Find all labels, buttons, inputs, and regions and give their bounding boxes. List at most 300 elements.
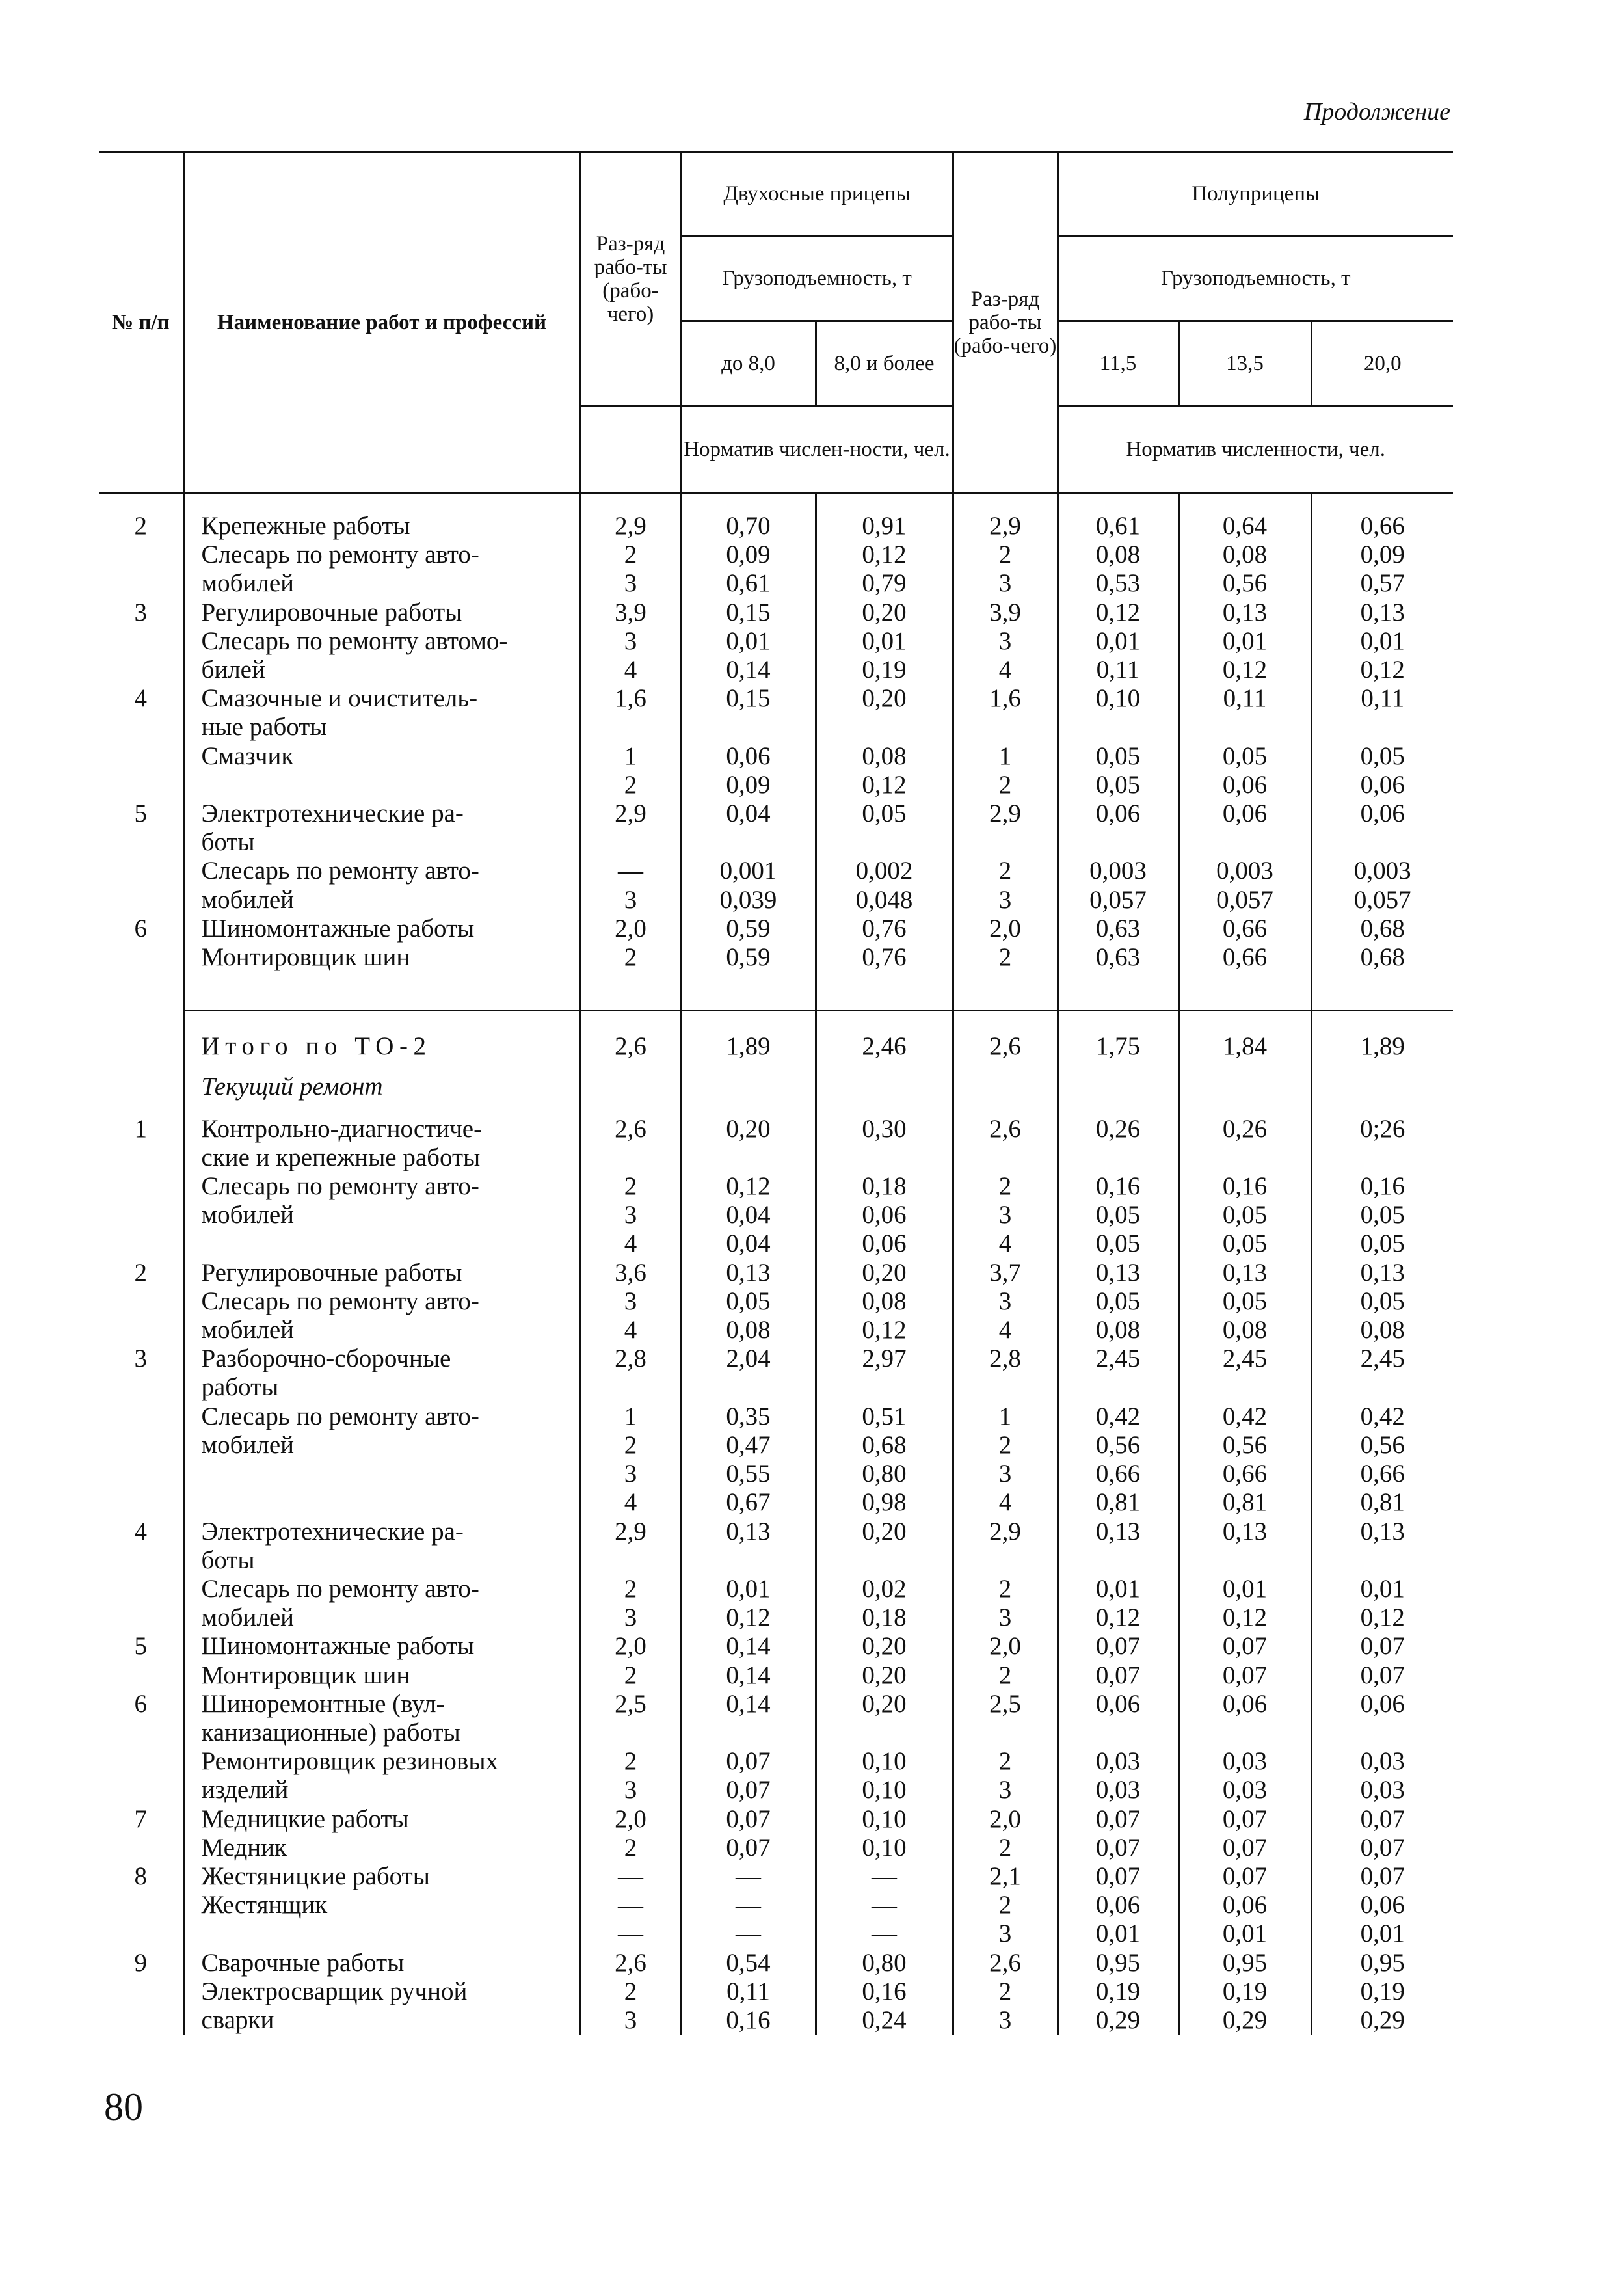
table-row xyxy=(99,1488,1453,1517)
cell-e: 0,01 xyxy=(1360,626,1405,655)
header-grade-left-bottom xyxy=(580,407,681,493)
row-name: Слесарь по ремонту авто- xyxy=(183,541,580,569)
gap-cell xyxy=(953,1011,1058,1025)
cell-b: 0,06 xyxy=(816,1201,953,1229)
cell-e: 0,05 xyxy=(1360,1201,1405,1229)
row-number xyxy=(99,857,183,885)
cell-a: 0,67 xyxy=(681,1488,816,1517)
cell-e: 0,29 xyxy=(1360,2005,1405,2034)
row-name: Шиноремонтные (вул- xyxy=(183,1690,580,1719)
cell-g2: 3 xyxy=(953,1287,1058,1316)
row-name: Шиномонтажные работы xyxy=(183,915,580,943)
header-cap-11-5: 11,5 xyxy=(1058,321,1178,407)
cell-e: 0,07 xyxy=(1360,1632,1405,1661)
cell-b: 0,20 xyxy=(816,1259,953,1287)
cell-g2: 3 xyxy=(953,1460,1058,1488)
row-number xyxy=(99,828,183,857)
cell-g1: — xyxy=(580,1920,681,1948)
cell-g1: 3,9 xyxy=(580,598,681,627)
cell-e xyxy=(1311,713,1453,742)
cell-g2: 3 xyxy=(953,1776,1058,1804)
table-row xyxy=(99,656,1453,684)
table-row xyxy=(99,1144,1453,1172)
table-row xyxy=(99,1949,1453,1977)
table-row xyxy=(99,1575,1453,1603)
cell-b: 0,12 xyxy=(816,541,953,569)
cell-c: 0,26 xyxy=(1058,1115,1178,1144)
row-number: 2 xyxy=(99,493,183,541)
cell-b: 2,97 xyxy=(816,1345,953,1373)
cell-d: 0,07 xyxy=(1178,1805,1311,1834)
cell-a: 0,04 xyxy=(681,1229,816,1258)
row-name: Разборочно-сборочные xyxy=(183,1345,580,1373)
sec-cell xyxy=(953,1061,1058,1114)
cell-a: — xyxy=(681,1862,816,1891)
cell-g1 xyxy=(580,713,681,742)
table-row xyxy=(99,1805,1453,1834)
row-number xyxy=(99,1024,183,1061)
cell-b: — xyxy=(816,1891,953,1920)
cell-e: 1,89 xyxy=(1360,1032,1405,1061)
row-name: Слесарь по ремонту автомо- xyxy=(183,627,580,656)
cell-c xyxy=(1058,1719,1178,1747)
cell-g2 xyxy=(953,1144,1058,1172)
row-name: Монтировщик шин xyxy=(183,943,580,972)
cell-c: 0,05 xyxy=(1058,771,1178,799)
row-name: работы xyxy=(183,1373,580,1402)
sep-cell xyxy=(1058,972,1178,1011)
cell-g1: 3 xyxy=(580,1603,681,1632)
cell-e: 0,81 xyxy=(1360,1488,1405,1517)
cell-d: 0,66 xyxy=(1178,943,1311,972)
row-name: мобилей xyxy=(183,1603,580,1632)
cell-b: 0,01 xyxy=(816,627,953,656)
cell-a: — xyxy=(681,1891,816,1920)
table-row xyxy=(99,1229,1453,1258)
cell-c: 0,16 xyxy=(1058,1172,1178,1201)
cell-c: 2,45 xyxy=(1058,1345,1178,1373)
row-number xyxy=(99,771,183,799)
row-number xyxy=(99,713,183,742)
cell-d: 0,06 xyxy=(1178,1891,1311,1920)
cell-g1: 1,6 xyxy=(580,684,681,713)
cell-g2 xyxy=(953,1546,1058,1575)
cell-c: 0,61 xyxy=(1058,493,1178,541)
cell-c: 0,01 xyxy=(1058,1920,1178,1948)
cell-e: 0,19 xyxy=(1360,1977,1405,2005)
row-name: Итого по ТО-2 xyxy=(183,1024,580,1061)
table-row xyxy=(99,1862,1453,1891)
table-row xyxy=(99,1690,1453,1719)
table-body xyxy=(99,493,1453,2035)
cell-g2: 2 xyxy=(953,1747,1058,1776)
cell-g2: 2 xyxy=(953,1431,1058,1460)
cell-a xyxy=(681,1373,816,1402)
cell-e: 0,13 xyxy=(1360,598,1405,626)
cell-e: 0,68 xyxy=(1360,943,1405,972)
cell-a: 0,13 xyxy=(681,1518,816,1546)
cell-g2: 2 xyxy=(953,1575,1058,1603)
cell-e: 0,07 xyxy=(1360,1862,1405,1890)
row-number xyxy=(99,1776,183,1804)
sec-cell xyxy=(580,1061,681,1114)
row-number xyxy=(99,1316,183,1345)
cell-g1: 3 xyxy=(580,569,681,598)
cell-d: 0,13 xyxy=(1178,1518,1311,1546)
cell-b: 0,24 xyxy=(816,2006,953,2035)
cell-a: 0,59 xyxy=(681,915,816,943)
cell-g1: 2 xyxy=(580,1661,681,1690)
cell-d: 0,07 xyxy=(1178,1862,1311,1891)
cell-d: 0,56 xyxy=(1178,569,1311,598)
table-row xyxy=(99,1316,1453,1345)
cell-c: 0,12 xyxy=(1058,1603,1178,1632)
cell-e: 0,13 xyxy=(1360,1517,1405,1546)
cell-g1: 1 xyxy=(580,742,681,771)
row-number: 6 xyxy=(99,1690,183,1719)
cell-a: 1,89 xyxy=(681,1024,816,1061)
row-name xyxy=(183,771,580,799)
cell-e: 0,68 xyxy=(1360,914,1405,943)
cell-e xyxy=(1311,1719,1453,1747)
cell-d: 0,05 xyxy=(1178,742,1311,771)
cell-a: 0,08 xyxy=(681,1316,816,1345)
cell-a: 0,12 xyxy=(681,1603,816,1632)
table-row xyxy=(99,1776,1453,1804)
cell-g1: 2 xyxy=(580,1431,681,1460)
row-number: 8 xyxy=(99,1862,183,1891)
cell-g2: 3 xyxy=(953,1201,1058,1229)
table-row xyxy=(99,541,1453,569)
cell-g2: 3 xyxy=(953,627,1058,656)
cell-g1: 4 xyxy=(580,1488,681,1517)
cell-b: 0,18 xyxy=(816,1172,953,1201)
cell-b xyxy=(816,713,953,742)
cell-b: 0,002 xyxy=(816,857,953,885)
total-row xyxy=(99,1024,1453,1061)
header-norm-left: Норматив числен-ности, чел. xyxy=(681,407,953,493)
row-number xyxy=(99,656,183,684)
row-name: Жестяницкие работы xyxy=(183,1862,580,1891)
cell-a: — xyxy=(681,1920,816,1948)
cell-d: 0,11 xyxy=(1178,684,1311,713)
cell-d: 0,42 xyxy=(1178,1402,1311,1431)
cell-g2: 4 xyxy=(953,1316,1058,1345)
cell-g1: 3 xyxy=(580,1460,681,1488)
section-heading-row xyxy=(99,1061,1453,1114)
cell-g1: 2,9 xyxy=(580,1518,681,1546)
cell-d: 0,07 xyxy=(1178,1632,1311,1661)
cell-a: 0,06 xyxy=(681,742,816,771)
row-number xyxy=(99,1546,183,1575)
cell-g2: 2,9 xyxy=(953,799,1058,828)
cell-e: 0,06 xyxy=(1360,770,1405,799)
row-name: Слесарь по ремонту авто- xyxy=(183,1402,580,1431)
row-name: ские и крепежные работы xyxy=(183,1144,580,1172)
cell-c: 0,10 xyxy=(1058,684,1178,713)
cell-a: 0,001 xyxy=(681,857,816,885)
row-number xyxy=(99,1144,183,1172)
table-row xyxy=(99,1201,1453,1229)
row-name: Слесарь по ремонту авто- xyxy=(183,857,580,885)
cell-d: 0,08 xyxy=(1178,1316,1311,1345)
cell-b: 0,80 xyxy=(816,1460,953,1488)
gap-cell xyxy=(183,1011,580,1025)
cell-e: 0,03 xyxy=(1360,1747,1405,1776)
cell-d: 0,01 xyxy=(1178,627,1311,656)
row-name: Ремонтировщик резиновых xyxy=(183,1747,580,1776)
cell-d: 0,12 xyxy=(1178,1603,1311,1632)
cell-g1 xyxy=(580,1719,681,1747)
row-name xyxy=(183,1920,580,1948)
cell-d: 0,057 xyxy=(1178,886,1311,915)
cell-b: 0,02 xyxy=(816,1575,953,1603)
cell-g2: 2 xyxy=(953,1891,1058,1920)
table-row xyxy=(99,886,1453,915)
sep-cell xyxy=(1311,972,1453,1011)
row-number: 9 xyxy=(99,1949,183,1977)
row-number xyxy=(99,943,183,972)
table-row xyxy=(99,684,1453,713)
header-two-axle-trailers: Двухосные прицепы xyxy=(681,152,953,236)
row-name: сварки xyxy=(183,2006,580,2035)
cell-d: 0,66 xyxy=(1178,1460,1311,1488)
cell-b: — xyxy=(816,1920,953,1948)
row-name: Медницкие работы xyxy=(183,1805,580,1834)
table-row xyxy=(99,1431,1453,1460)
header-no: № п/п xyxy=(99,152,183,493)
cell-e xyxy=(1311,1546,1453,1575)
cell-e: 0,07 xyxy=(1360,1661,1405,1689)
table-row xyxy=(99,799,1453,828)
header-name: Наименование работ и профессий xyxy=(183,152,580,493)
cell-g2: 2,6 xyxy=(953,1024,1058,1061)
cell-a: 0,039 xyxy=(681,886,816,915)
cell-g2: 3,9 xyxy=(953,598,1058,627)
table-row xyxy=(99,598,1453,627)
table-row xyxy=(99,1546,1453,1575)
row-name: мобилей xyxy=(183,886,580,915)
cell-b xyxy=(816,1373,953,1402)
table-row xyxy=(99,828,1453,857)
cell-b: 0,20 xyxy=(816,1518,953,1546)
cell-g1: 2,0 xyxy=(580,1805,681,1834)
table-row xyxy=(99,1518,1453,1546)
cell-e: 0,05 xyxy=(1360,1287,1405,1315)
cell-b: 0,08 xyxy=(816,742,953,771)
table-row xyxy=(99,1373,1453,1402)
table-row xyxy=(99,1287,1453,1316)
cell-d: 0,19 xyxy=(1178,1977,1311,2006)
cell-g2: 2,9 xyxy=(953,493,1058,541)
row-name: ные работы xyxy=(183,713,580,742)
cell-c: 0,63 xyxy=(1058,915,1178,943)
row-name: Медник xyxy=(183,1834,580,1862)
row-name: Смазчик xyxy=(183,742,580,771)
cell-c: 0,05 xyxy=(1058,1287,1178,1316)
cell-g1: 2,8 xyxy=(580,1345,681,1373)
page-number: 80 xyxy=(104,2085,143,2128)
cell-d xyxy=(1178,713,1311,742)
cell-b: 0,06 xyxy=(816,1229,953,1258)
row-number: 3 xyxy=(99,598,183,627)
cell-a: 0,15 xyxy=(681,598,816,627)
sec-cell xyxy=(681,1061,816,1114)
cell-a: 0,15 xyxy=(681,684,816,713)
row-number xyxy=(99,1834,183,1862)
cell-g2: 2,0 xyxy=(953,915,1058,943)
cell-a: 0,14 xyxy=(681,1661,816,1690)
row-number xyxy=(99,1172,183,1201)
cell-a xyxy=(681,828,816,857)
header-norm-right: Норматив численности, чел. xyxy=(1058,407,1453,493)
cell-b xyxy=(816,1546,953,1575)
cell-c: 0,07 xyxy=(1058,1834,1178,1862)
cell-a: 0,01 xyxy=(681,1575,816,1603)
cell-d: 0,05 xyxy=(1178,1229,1311,1258)
cell-g2 xyxy=(953,713,1058,742)
cell-a: 0,14 xyxy=(681,1632,816,1661)
cell-g2: 1 xyxy=(953,1402,1058,1431)
cell-d: 0,07 xyxy=(1178,1834,1311,1862)
cell-g1: 3 xyxy=(580,886,681,915)
cell-e: 0,06 xyxy=(1360,799,1405,828)
cell-g1: 3,6 xyxy=(580,1259,681,1287)
gap-cell xyxy=(816,1011,953,1025)
cell-c: 0,53 xyxy=(1058,569,1178,598)
cell-g2: 2 xyxy=(953,1834,1058,1862)
cell-g2: 4 xyxy=(953,656,1058,684)
table-row xyxy=(99,1345,1453,1373)
cell-b: 0,76 xyxy=(816,915,953,943)
cell-d: 0,06 xyxy=(1178,1690,1311,1719)
row-name: Слесарь по ремонту авто- xyxy=(183,1172,580,1201)
cell-a: 0,09 xyxy=(681,541,816,569)
cell-d: 0,06 xyxy=(1178,771,1311,799)
cell-c: 0,13 xyxy=(1058,1259,1178,1287)
table-row xyxy=(99,2006,1453,2035)
cell-g2: 2 xyxy=(953,1977,1058,2006)
cell-e xyxy=(1311,828,1453,857)
cell-a: 0,07 xyxy=(681,1834,816,1862)
row-number xyxy=(99,1287,183,1316)
cell-b: 0,30 xyxy=(816,1115,953,1144)
cell-g1: 2,9 xyxy=(580,799,681,828)
sep-cell xyxy=(816,972,953,1011)
row-name: Жестянщик xyxy=(183,1891,580,1920)
table-row xyxy=(99,1603,1453,1632)
table-row xyxy=(99,1172,1453,1201)
cell-c: 0,03 xyxy=(1058,1776,1178,1804)
cell-c: 0,057 xyxy=(1058,886,1178,915)
cell-d: 0,56 xyxy=(1178,1431,1311,1460)
cell-b xyxy=(816,828,953,857)
row-name: билей xyxy=(183,656,580,684)
cell-d: 0,12 xyxy=(1178,656,1311,684)
cell-d: 0,05 xyxy=(1178,1201,1311,1229)
cell-g1: 2 xyxy=(580,1172,681,1201)
cell-e: 0,09 xyxy=(1360,541,1405,569)
cell-g2: 2,0 xyxy=(953,1805,1058,1834)
row-number xyxy=(99,627,183,656)
cell-e: 0,42 xyxy=(1360,1402,1405,1430)
table-header xyxy=(99,152,1453,493)
cell-d: 0,06 xyxy=(1178,799,1311,828)
sec-cell xyxy=(816,1061,953,1114)
cell-g1: 4 xyxy=(580,1316,681,1345)
row-number xyxy=(99,1920,183,1948)
cell-g1: 4 xyxy=(580,656,681,684)
table-row xyxy=(99,627,1453,656)
cell-a: 0,54 xyxy=(681,1949,816,1977)
cell-c: 0,08 xyxy=(1058,541,1178,569)
cell-e: 0,01 xyxy=(1360,1920,1405,1948)
cell-b: 0,19 xyxy=(816,656,953,684)
staffing-norms-table xyxy=(99,151,1453,2035)
header-capacity-right: Грузоподъемность, т xyxy=(1058,236,1453,321)
row-name: Слесарь по ремонту авто- xyxy=(183,1287,580,1316)
row-name: мобилей xyxy=(183,1431,580,1460)
cell-g1: 3 xyxy=(580,627,681,656)
row-name: Регулировочные работы xyxy=(183,598,580,627)
cell-d: 0,95 xyxy=(1178,1949,1311,1977)
cell-g1: 2 xyxy=(580,1834,681,1862)
row-number xyxy=(99,1460,183,1488)
cell-a: 0,12 xyxy=(681,1172,816,1201)
cell-e: 0,08 xyxy=(1360,1316,1405,1345)
cell-g2: 2 xyxy=(953,1661,1058,1690)
sep-cell xyxy=(1178,972,1311,1011)
row-number xyxy=(99,1402,183,1431)
row-name: Регулировочные работы xyxy=(183,1259,580,1287)
cell-c xyxy=(1058,713,1178,742)
cell-g2: 2 xyxy=(953,1172,1058,1201)
row-number xyxy=(99,886,183,915)
cell-c: 0,81 xyxy=(1058,1488,1178,1517)
cell-g1: 3 xyxy=(580,1201,681,1229)
row-name: Монтировщик шин xyxy=(183,1661,580,1690)
row-number: 2 xyxy=(99,1259,183,1287)
row-number xyxy=(99,742,183,771)
row-name xyxy=(183,1460,580,1488)
cell-b: 0,12 xyxy=(816,771,953,799)
row-number: 5 xyxy=(99,799,183,828)
cell-d: 0,64 xyxy=(1178,493,1311,541)
row-number xyxy=(99,1201,183,1229)
sec-cell xyxy=(1178,1061,1311,1114)
cell-g2: 2,9 xyxy=(953,1518,1058,1546)
cell-d: 1,84 xyxy=(1178,1024,1311,1061)
cell-a: 0,11 xyxy=(681,1977,816,2006)
cell-d: 0,01 xyxy=(1178,1575,1311,1603)
cell-d xyxy=(1178,1373,1311,1402)
cell-g1 xyxy=(580,1373,681,1402)
cell-g2: 2,1 xyxy=(953,1862,1058,1891)
cell-c xyxy=(1058,828,1178,857)
cell-b: 0,20 xyxy=(816,1632,953,1661)
row-name xyxy=(183,1488,580,1517)
cell-b: 0,20 xyxy=(816,684,953,713)
cell-e xyxy=(1311,1373,1453,1402)
cell-a xyxy=(681,1719,816,1747)
cell-g1: 2,5 xyxy=(580,1690,681,1719)
cell-e: 0,05 xyxy=(1360,742,1405,770)
cell-c: 0,06 xyxy=(1058,1690,1178,1719)
cell-e: 0,12 xyxy=(1360,656,1405,684)
cell-c: 0,95 xyxy=(1058,1949,1178,1977)
cell-a: 0,59 xyxy=(681,943,816,972)
cell-e: 0,06 xyxy=(1360,1689,1405,1718)
